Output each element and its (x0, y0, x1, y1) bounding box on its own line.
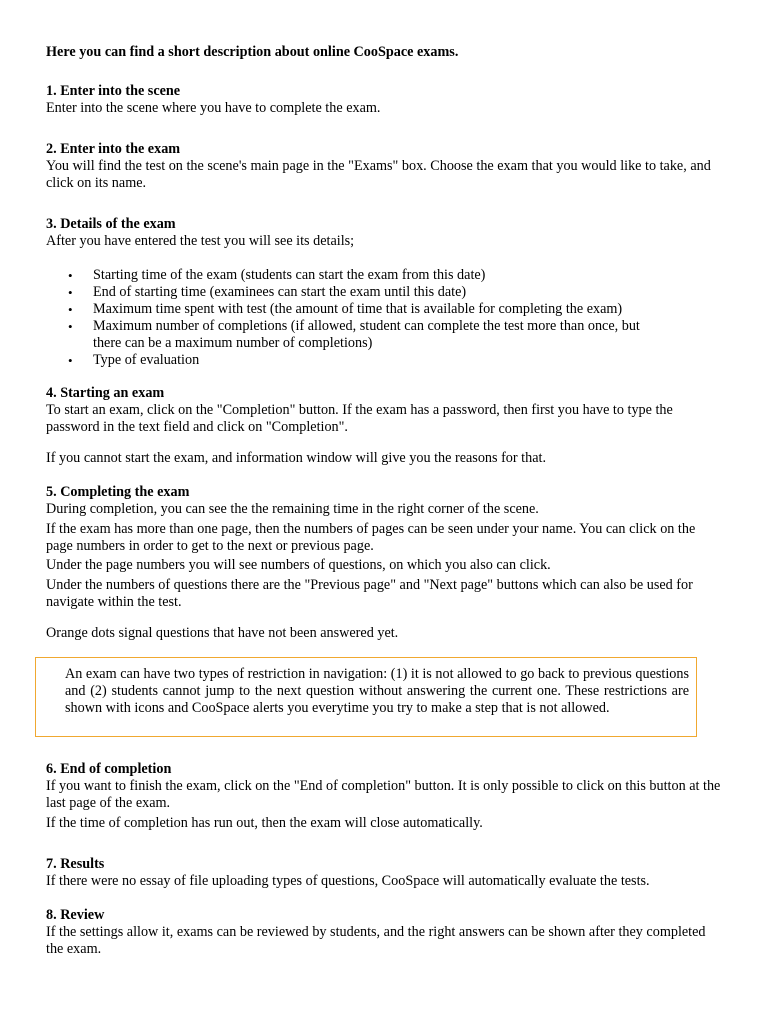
section-5-para-5: Orange dots signal questions that have not been answered yet. (46, 625, 399, 641)
section-5-para-2: If the exam has more than one page, then the numbers of pages can be seen under your name. You can click on the page numbers in order to get to the next or previous page. (46, 521, 696, 554)
list-item: • End of starting time (examinees can start the exam until this date) (46, 284, 666, 301)
section-6-para-1: If you want to finish the exam, click on the "End of completion" button. It is only possible to click on this button at the last page of the exam. (46, 778, 721, 811)
list-item: • Maximum number of completions (if allowed, student can complete the test more than once, but there can be a maximum number of completions) (46, 318, 666, 352)
section-3 (46, 216, 721, 369)
note-text: An exam can have two types of restriction in navigation: (1) it is not allowed to go back to previous questions and (2) students cannot jump to the next question without answering the current one. These restrictions are shown with icons and CooSpace alerts you everytime you try to make a step that is not allowed. (65, 666, 689, 716)
list-item: • Maximum time spent with test (the amount of time that is available for completing the exam) (46, 301, 666, 318)
section-3-body: After you have entered the test you will see its details; (46, 233, 355, 249)
section-2-body: You will find the test on the scene's main page in the "Exams" box. Choose the exam that you would like to take, and click on its name. (46, 158, 711, 191)
section-8 (46, 907, 721, 958)
section-6 (46, 761, 721, 832)
section-8-title: 8. Review (46, 907, 105, 923)
section-1 (46, 83, 721, 117)
section-1-title: 1. Enter into the scene (46, 83, 181, 99)
section-2 (46, 141, 721, 192)
section-4-body: To start an exam, click on the "Completion" button. If the exam has a password, then first you have to type the password in the text field and click on "Completion". (46, 402, 673, 435)
section-5-para-3: Under the page numbers you will see numbers of questions, on which you also can click. (46, 557, 551, 573)
section-4-body-2: If you cannot start the exam, and information window will give you the reasons for that. (46, 450, 546, 466)
section-5-para-4: Under the numbers of questions there are the "Previous page" and "Next page" buttons which can also be used for navigate within the test. (46, 577, 693, 610)
list-item: • Type of evaluation (46, 352, 666, 369)
navigation-restriction-note (35, 657, 697, 737)
section-6-title: 6. End of completion (46, 761, 172, 777)
exam-details-list (46, 267, 666, 369)
section-4 (46, 385, 721, 467)
section-3-title: 3. Details of the exam (46, 216, 176, 232)
section-5 (46, 484, 721, 642)
section-2-title: 2. Enter into the exam (46, 141, 181, 157)
intro-heading: Here you can find a short description about online CooSpace exams. (46, 44, 459, 60)
list-item: • Starting time of the exam (students can start the exam from this date) (46, 267, 666, 284)
section-1-body: Enter into the scene where you have to complete the exam. (46, 100, 381, 116)
section-5-para-1: During completion, you can see the the remaining time in the right corner of the scene. (46, 501, 539, 517)
section-4-title: 4. Starting an exam (46, 385, 165, 401)
section-7 (46, 856, 721, 890)
section-7-body: If there were no essay of file uploading types of questions, CooSpace will automatically evaluate the tests. (46, 873, 650, 889)
section-6-para-2: If the time of completion has run out, then the exam will close automatically. (46, 815, 483, 831)
section-5-title: 5. Completing the exam (46, 484, 190, 500)
section-8-body: If the settings allow it, exams can be reviewed by students, and the right answers can be shown after they completed the exam. (46, 924, 706, 957)
section-7-title: 7. Results (46, 856, 105, 872)
